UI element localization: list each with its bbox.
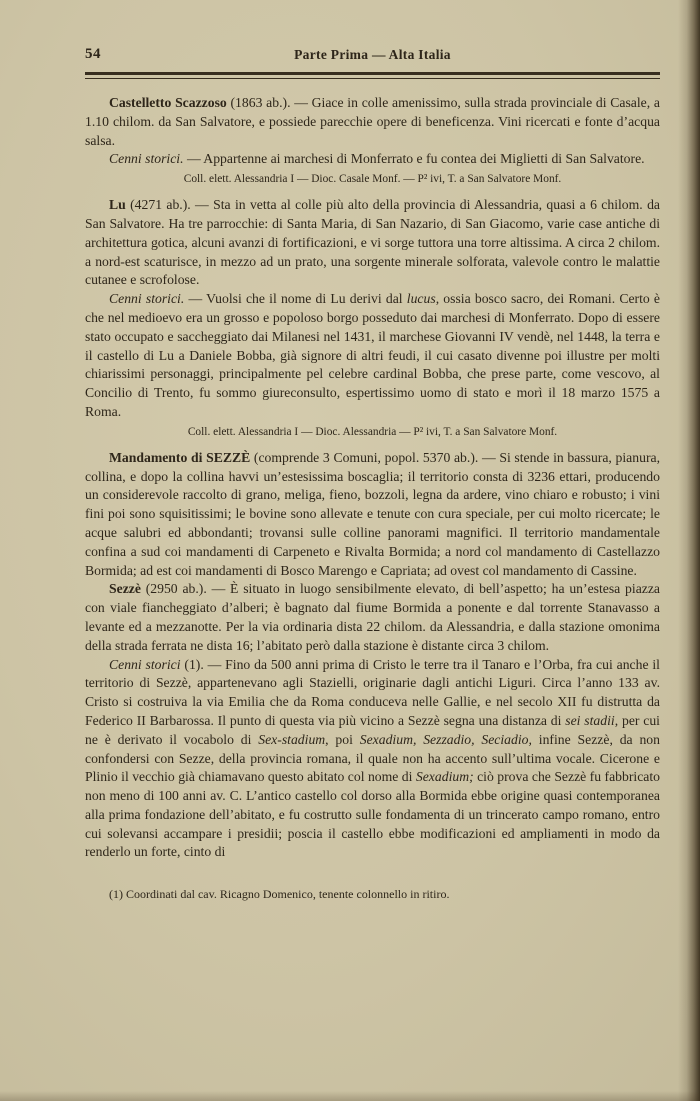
- text-segment-normal: (4271 ab.). — Sta in vetta al colle più alto della provincia di Alessandria, quasi a 6 chilom. da San Salvatore. Ha tre parrocchie: di Santa Maria, di San Nazario, di San Giacomo, varie case antiche di architettura gotica, alcuni avanzi di fortificazioni, e vi sorge tuttora una torre altissima. A circa 2 chilom. a nord-est scaturisce, in mezzo ad un prato, una sorgente minerale solforata, valevole contro le malattie cutanee e scrofolose.: [85, 197, 660, 288]
- text-segment-italic: Sexadium, Sezzadio, Seciadio,: [359, 731, 532, 747]
- text-segment-normal: Coll. elett. Alessandria I — Dioc. Casale Monf. — P² ivi, T. a San Salvatore Monf.: [183, 173, 562, 186]
- text-segment-normal: (comprende 3 Comuni, popol. 5370 ab.). — Si stende in bassura, pianura, collina, e dopo la collina havvi un’estesissima boscaglia; il territorio consta di 3236 ettari, producendo un considerevole raccolto di grano, meliga, fieno, bozzoli, legna da ardere, vino chiaro e robusto; i vini fini poi sono squisitissimi; le bovine sono allevate e tenute con cura speciale, per cui molto ricercate; le acque salubri ed abbondanti; trovansi sulle colline panorami magnifici. Il territorio mandamentale confina a sud coi mandamenti di Carpeneto e Rivalta Bormida; a nord col mandamento di Castellazzo Bormida; ad est coi mandamenti di Bosco Marengo e Capriata; ad ovest col mandamento di Cassine.: [85, 449, 660, 578]
- coll-elett-castelletto: [85, 172, 660, 187]
- text-segment-bold: Mandamento di SEZZÈ: [109, 449, 251, 465]
- text-segment-italic: Cenni storici.: [109, 291, 185, 307]
- text-segment-normal: Coll. elett. Alessandria I — Dioc. Alessandria — P² ivi, T. a San Salvatore Monf.: [187, 425, 558, 438]
- text-segment-italic: Cenni storici.: [109, 151, 184, 167]
- text-segment-normal: (1863 ab.). — Giace in colle amenissimo, sulla strada provinciale di Casale, a 1.10 chilom. da San Salvatore, e possiede parecchie opere di beneficenza. Vini ricercati e fonte d’acqua salsa.: [85, 95, 660, 148]
- text-segment-normal: (1). — Fino da 500 anni prima di Cristo le terre tra il Tanaro e l’Orba, fra cui anche il territorio di Sezzè, appartenevano agli Stazielli, originarie dagli antichi Liguri. Circa l’anno 133 av. Cristo si costruiva la via Emilia che da Roma conduceva nelle Gallie, e nel secolo XII fu distrutta da Federico II Barbarossa. Il punto di questa via più vicino a Sezzè segna una distanza di: [85, 656, 660, 728]
- page-bottom-shadow: [0, 1091, 700, 1101]
- running-title: Parte Prima — Alta Italia: [294, 47, 451, 62]
- cenni-storici-castelletto: [85, 150, 660, 169]
- cenni-storici-sezze: [85, 656, 660, 863]
- text-segment-normal: — Appartenne ai marchesi di Monferrato e fu contea dei Miglietti di San Salvatore.: [183, 151, 645, 167]
- text-segment-normal: , poi: [325, 731, 360, 747]
- coll-elett-lu: [85, 425, 660, 440]
- text-segment-italic: Cenni storici: [109, 656, 181, 672]
- text-segment-italic: Sex-stadium: [258, 731, 326, 747]
- text-segment-normal: infine Sezzè, da non confondersi con Sezze, della provincia romana, il quale non ha accento sull’ultima vocale. Cicerone e Plinio il vecchio già chiamavano questo abitato col nome di: [85, 731, 660, 785]
- text-segment-italic: sei stadii: [565, 712, 615, 728]
- text-segment-normal: ciò prova che Sezzè fu fabbricato non meno di 100 anni av. C. L’antico castello col dorso alla Bormida ebbe origine quasi contemporanea alla prima fondazione dell’abitato, e fu costrutto sulle fondamenta di un trincerato campo romano, entro cui solevansi accampare i presidii; poscia il castello ebbe modificazioni ed ampliamenti in modo da renderlo un forte, cinto di: [85, 769, 660, 860]
- entry-lu: [85, 196, 660, 290]
- footnote-1: [85, 886, 660, 902]
- text-segment-italic: lucus: [406, 291, 436, 307]
- text-segment-bold: Castelletto Scazzoso: [109, 95, 227, 110]
- text-segment-normal: — Vuolsi che il nome di Lu derivi dal: [184, 291, 407, 307]
- text-segment-normal: , per cui ne è derivato il vocabolo di: [85, 712, 660, 747]
- entry-castelletto-scazzoso: [85, 94, 660, 150]
- entry-mandamento-sezze: [85, 449, 660, 581]
- page-number: 54: [85, 46, 101, 62]
- text-segment-normal: (1) Coordinati dal cav. Ricagno Domenico, tenente colonnello in ritiro.: [109, 887, 450, 902]
- text-segment-normal: (2950 ab.). — È situato in luogo sensibilmente elevato, di bell’aspetto; ha un’estesa piazza con viale fiancheggiato d’alberi; è bagnato dal fiume Bormida a ponente e dal torrente Stanavasso a levante ed a mezzanotte. Per la via ordinaria dista 22 chilom. da Alessandria, e dalla stazione omonima della strada ferrata ne dista 16; l’abitato però dalla stazione è distante circa 3 chilom.: [85, 581, 660, 653]
- text-segment-normal: , ossia bosco sacro, dei Romani. Certo è che nel medioevo era un grosso e popoloso borgo posseduto dai marchesi di Monferrato. Dopo di essere stato occupato e saccheggiato dai Milanesi nel 1431, il marchese Giovanni IV vendè, nel 1448, la terra e il castello di Lu a Daniele Bobba, già signore di altri feudi, il cui casato divenne poi illustre per molti chiarissimi personaggi, principalmente pel celebre cardinal Bobba, che prese parte, come vescovo, al Concilio di Trento, fu sommo giureconsulto, espertissimo uomo di stato e morì il 18 marzo 1575 a Roma.: [85, 291, 660, 419]
- entry-sezze: [85, 580, 660, 655]
- text-segment-bold: Sezzè: [109, 581, 141, 597]
- text-segment-italic: Sexadium;: [415, 769, 474, 785]
- page-header: [85, 46, 660, 66]
- text-segment-bold: Lu: [109, 197, 126, 213]
- page-edge-shadow: [678, 0, 700, 1101]
- header-rule: [85, 72, 660, 79]
- text-column: [85, 94, 660, 902]
- cenni-storici-lu: [85, 290, 660, 422]
